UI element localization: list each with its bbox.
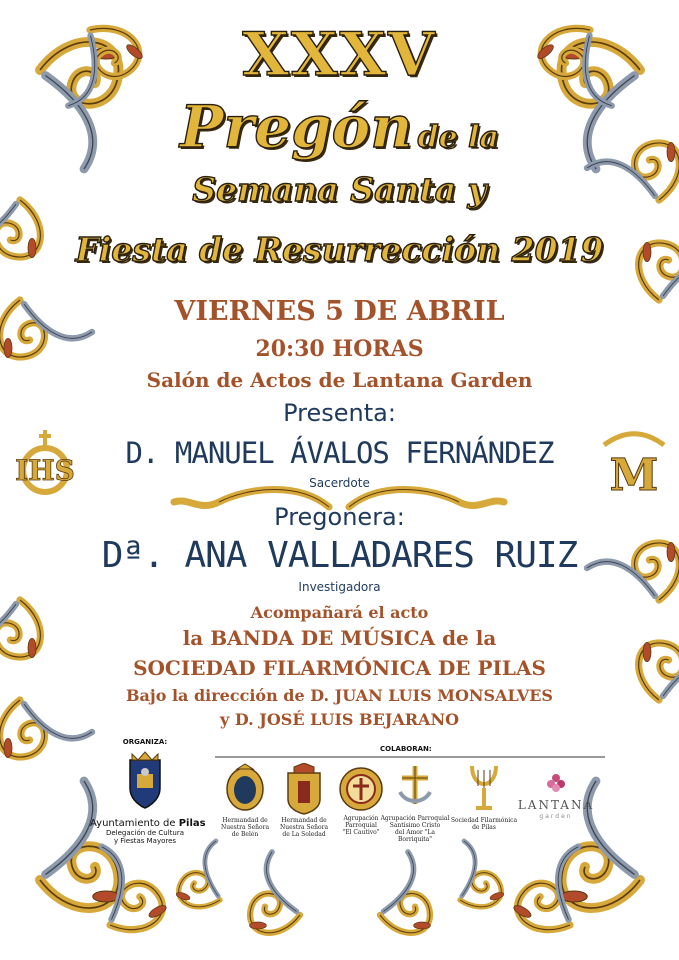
- logo-caption-filarmonica: Sociedad Filarmónica de Pilas: [450, 817, 518, 831]
- event-time: 20:30 HORAS: [255, 336, 424, 362]
- logo-caption-soledad: Hermandad de Nuestra Señora de La Soledad: [279, 817, 329, 838]
- logo-agrupacion-cautivo: [338, 766, 384, 812]
- organiza-name: Ayuntamiento de Pilas: [90, 818, 206, 829]
- svg-text:IHS: IHS: [15, 454, 75, 487]
- logo-hermandad-soledad: [284, 763, 324, 815]
- logo-caption-cautivo: Agrupación Parroquial "El Cautivo": [342, 815, 380, 836]
- accompaniment-line-2: la BANDA DE MÚSICA de la: [182, 626, 497, 650]
- logo-hermandad-belen: [222, 763, 268, 813]
- organiza-block: [90, 738, 206, 845]
- organiza-sub-1: Delegación de Cultura: [105, 829, 184, 837]
- title-line-3: Semana Santa y: [192, 170, 487, 209]
- logo-agrupacion-borriquita: [394, 764, 436, 812]
- logo-caption-borriquita: Agrupación Parroquial Santísimo Cristo del Amor "La Borriquita": [380, 815, 450, 843]
- colaboran-label: COLABORAN:: [380, 745, 432, 753]
- accompaniment-line-1: Acompañará el acto: [250, 603, 429, 622]
- pilas-coat-of-arms-icon: [120, 750, 170, 812]
- bottom-center-ornament: [174, 834, 506, 932]
- presenter-role: Sacerdote: [309, 476, 370, 490]
- logo-sociedad-filarmonica: [466, 760, 502, 814]
- title-de-la: de la: [417, 120, 499, 155]
- presenter-name: D. MANUEL ÁVALOS FERNÁNDEZ: [125, 436, 554, 470]
- accompaniment-line-5: y D. JOSÉ LUIS BEJARANO: [219, 710, 460, 729]
- logo-lantana-brand: LANTANA: [517, 798, 595, 812]
- title-line-1: XXXV: [242, 20, 437, 90]
- svg-text:M: M: [609, 450, 659, 501]
- accompaniment-line-4: Bajo la dirección de D. JUAN LUIS MONSALVES: [126, 686, 553, 705]
- pregonera-label: Pregonera:: [274, 503, 405, 531]
- organiza-label: ORGANIZA:: [122, 738, 168, 746]
- accompaniment-line-3: SOCIEDAD FILARMÓNICA DE PILAS: [133, 656, 546, 680]
- title-line-2: [0, 93, 679, 161]
- logo-lantana-sub: garden: [539, 813, 573, 820]
- event-venue: Salón de Actos de Lantana Garden: [146, 368, 533, 392]
- title-pregon: Pregón: [180, 93, 413, 161]
- title-line-4: Fiesta de Resurrección 2019: [75, 230, 604, 269]
- presenter-label: Presenta:: [283, 399, 396, 427]
- pregonera-name: Dª. ANA VALLADARES RUIZ: [101, 535, 578, 576]
- pregonera-role: Investigadora: [298, 580, 381, 594]
- organiza-sub-2: y Fiestas Mayores: [113, 837, 177, 845]
- logo-caption-belen: Hermandad de Nuestra Señora de Belén: [220, 817, 270, 838]
- logo-lantana-flower-icon: [545, 772, 567, 794]
- event-date: VIERNES 5 DE ABRIL: [174, 296, 505, 327]
